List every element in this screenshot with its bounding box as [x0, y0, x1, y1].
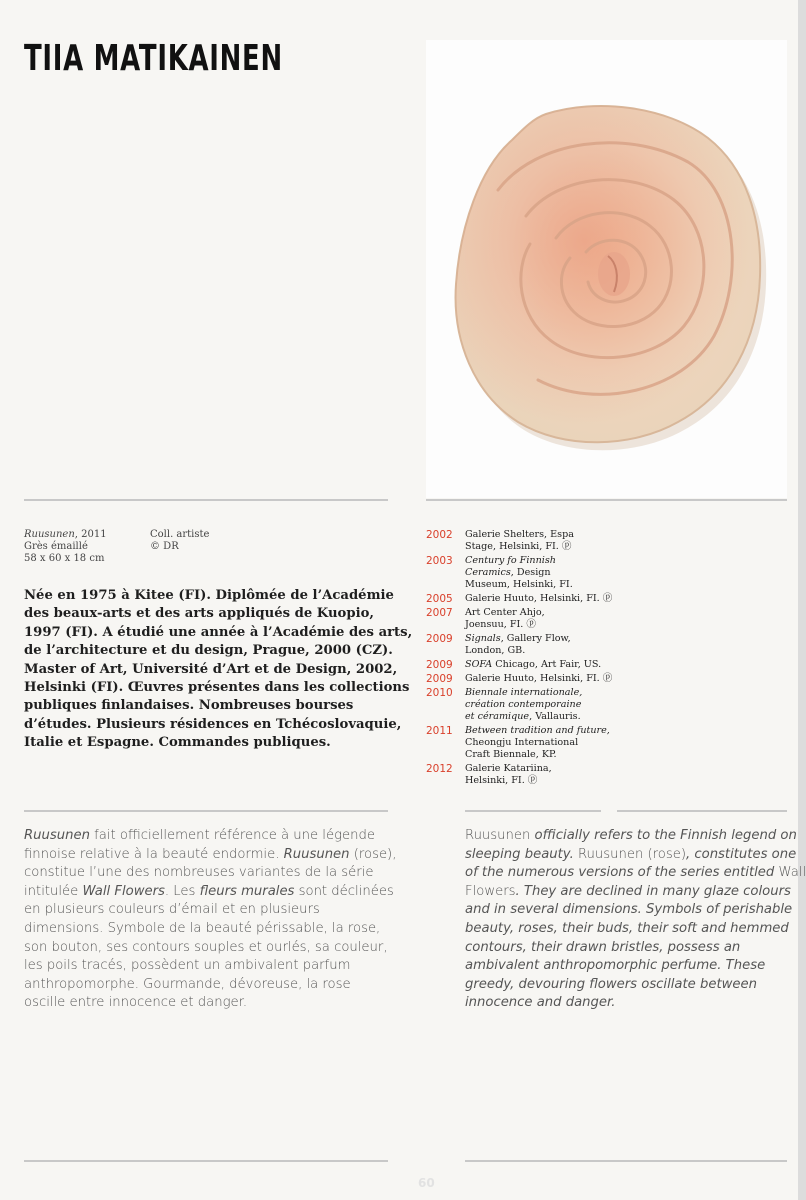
paragraph-text: beauty, roses, their buds, their soft and hemmed [465, 920, 789, 936]
exhibition-description [465, 659, 601, 671]
exhibition-line [465, 659, 601, 671]
paragraph-text: (rose), [349, 846, 397, 862]
exhibition-text: Craft Biennale, KP. [465, 749, 557, 760]
bio-line: d’études. Plusieurs résidences en Tchécoslovaquie, [24, 716, 402, 732]
paragraph-text: Flowers [465, 883, 516, 899]
exhibition-text: Chicago, Art Fair, US. [492, 659, 602, 670]
exhibition-year: 2005 [426, 593, 453, 605]
paragraph-line [465, 920, 789, 939]
bio-line: des beaux-arts et des arts appliqués de Kuopio, [24, 606, 374, 622]
paragraph-line [465, 864, 806, 883]
artwork-caption [24, 529, 107, 565]
exhibition-description [465, 593, 612, 605]
paragraph-line [465, 883, 791, 902]
exhibition-year: 2003 [426, 555, 453, 567]
exhibition-text: Galerie Huuto, Helsinki, FI. ⓟ [465, 673, 613, 684]
divider-mid-right-b [617, 810, 787, 812]
exhibition-line [465, 725, 610, 737]
page-edge [798, 0, 806, 1200]
artist-biography [24, 587, 413, 753]
paragraph-text: sont déclinées [294, 883, 394, 899]
exhibition-text: Galerie Shelters, Espa [465, 529, 574, 540]
paragraph-text: ambivalent anthropomorphic perfume. These [465, 958, 766, 974]
exhibition-text: Museum, Helsinki, FI. [465, 579, 573, 590]
exhibition-description [465, 555, 573, 591]
paragraph-text: son bouton, ses contours souples et ourlés, sa couleur, [24, 939, 388, 955]
paragraph-line [465, 846, 797, 865]
exhibition-entry [426, 687, 786, 723]
exhibition-text: Galerie Huuto, Helsinki, FI. ⓟ [465, 593, 613, 604]
paragraph-text: contours, their drawn bristles, possess an [465, 939, 741, 955]
paragraph-text: finnoise relative à la beauté endormie. [24, 846, 284, 862]
artwork-material: Grès émaillé [24, 541, 88, 552]
paragraph-line [24, 957, 394, 976]
exhibition-text: Cheongju International [465, 737, 579, 748]
bio-line: de l’architecture et du design, Prague, 2000 (CZ). [24, 643, 393, 659]
exhibition-text: Galerie Katariina, [465, 763, 552, 774]
exhibition-text: et céramique [465, 711, 530, 722]
description-french [24, 827, 397, 1013]
exhibition-line [465, 763, 552, 775]
exhibition-line [465, 699, 582, 711]
exhibition-text: Joensuu, FI. ⓟ [465, 619, 536, 630]
artwork-collection: Coll. artiste [150, 529, 210, 540]
exhibition-text: Century fo Finnish [465, 555, 556, 566]
paragraph-line [24, 920, 394, 939]
paragraph-text: innocence and danger. [465, 995, 616, 1011]
exhibition-text: création contemporaine [465, 699, 582, 710]
ceramic-rose-image [426, 40, 787, 498]
bio-line: Helsinki (FI). Œuvres présentes dans les collections [24, 680, 410, 696]
paragraph-line [24, 901, 394, 920]
exhibition-year: 2009 [426, 633, 453, 645]
paragraph-line [24, 976, 394, 995]
exhibition-line [465, 775, 552, 787]
paragraph-text: . Les [164, 883, 200, 899]
paragraph-line [24, 846, 397, 865]
exhibition-entry [426, 529, 786, 553]
exhibition-description [465, 673, 612, 685]
artwork-dimensions: 58 x 60 x 18 cm [24, 553, 105, 564]
bio-line: publiques finlandaises. Nombreuses bourses [24, 698, 354, 714]
exhibition-entry [426, 593, 786, 605]
exhibition-year: 2009 [426, 659, 453, 671]
divider-top-right [426, 499, 787, 501]
paragraph-text: Wall [778, 865, 806, 881]
exhibition-line [465, 567, 573, 579]
paragraph-text: anthropomorphe. Gourmande, dévoreuse, la rose [24, 976, 351, 992]
page-number: 60 [418, 1176, 435, 1190]
exhibition-text: Ceramics [465, 567, 511, 578]
artist-name: TIIA MATIKAINEN [24, 38, 283, 79]
paragraph-text: dimensions. Symbole de la beauté périssable, la rose, [24, 920, 381, 936]
exhibition-line [465, 579, 573, 591]
exhibition-text: Stage, Helsinki, FI. ⓟ [465, 541, 572, 552]
exhibition-description [465, 633, 571, 657]
exhibition-line [465, 673, 612, 685]
photo-credit: © DR [150, 541, 179, 552]
bio-line: 1997 (FI). A étudié une année à l’Académie des arts, [24, 624, 413, 640]
exhibition-year: 2002 [426, 529, 453, 541]
artwork-photo [426, 40, 787, 498]
exhibition-text: , Gallery Flow, [500, 633, 571, 644]
exhibition-year: 2011 [426, 725, 453, 737]
paragraph-text: Ruusunen [24, 828, 90, 843]
paragraph-text: les poils tracés, possèdent un ambivalent parfum [24, 958, 351, 974]
divider-bottom-left [24, 1160, 388, 1162]
bio-line: Italie et Espagne. Commandes publiques. [24, 735, 331, 751]
exhibition-line [465, 619, 545, 631]
exhibition-line [465, 645, 571, 657]
exhibition-year: 2012 [426, 763, 453, 775]
paragraph-text: officially refers to the Finnish legend on [530, 828, 797, 843]
exhibition-line [465, 529, 574, 541]
divider-bottom-right [465, 1160, 787, 1162]
paragraph-line [465, 994, 785, 1013]
exhibition-text: SOFA [465, 659, 493, 670]
bio-line: Née en 1975 à Kitee (FI). Diplômée de l’Académie [24, 588, 394, 603]
artwork-title: Ruusunen [24, 529, 75, 540]
paragraph-line [465, 939, 785, 958]
artwork-year: , 2011 [74, 529, 107, 540]
exhibition-line [465, 607, 545, 619]
paragraph-text: greedy, devouring flowers oscillate between [465, 976, 758, 992]
exhibition-text: Biennale internationale, [465, 687, 583, 698]
paragraph-text: . They are declined in many glaze colours [515, 883, 791, 899]
paragraph-text: , constitutes one [686, 846, 797, 862]
exhibition-description [465, 763, 552, 787]
exhibition-entry [426, 763, 786, 787]
paragraph-text: fleurs murales [199, 883, 295, 899]
exhibition-entry [426, 659, 786, 671]
paragraph-text: constitue l’une des nombreuses variantes de la série [24, 865, 374, 881]
paragraph-text: oscille entre innocence et danger. [24, 995, 248, 1011]
exhibition-year: 2009 [426, 673, 453, 685]
paragraph-line [465, 827, 797, 846]
exhibition-entry [426, 725, 786, 761]
paragraph-line [465, 957, 785, 976]
exhibition-text: Signals [465, 633, 501, 644]
paragraph-text: and in several dimensions. Symbols of perishable [465, 902, 793, 918]
paragraph-text: Ruusunen [465, 828, 531, 843]
exhibition-year: 2007 [426, 607, 453, 619]
exhibition-description [465, 529, 574, 553]
exhibition-text: London, GB. [465, 645, 526, 656]
paragraph-text: fait officiellement référence à une légende [89, 828, 375, 843]
exhibition-text: Art Center Ahjo, [465, 607, 545, 618]
paragraph-text: Ruusunen [283, 846, 350, 862]
exhibition-line [465, 555, 573, 567]
exhibition-line [465, 749, 610, 761]
exhibition-timeline [426, 529, 786, 789]
description-english [465, 827, 806, 1013]
paragraph-line [24, 883, 394, 902]
exhibition-line [465, 633, 571, 645]
exhibition-line [465, 711, 582, 723]
paragraph-line [24, 864, 394, 883]
exhibition-entry [426, 607, 786, 631]
paragraph-line [24, 939, 394, 958]
paragraph-text: sleeping beauty. [465, 846, 578, 862]
paragraph-text: Wall Flowers [82, 883, 165, 899]
exhibition-text: Helsinki, FI. ⓟ [465, 775, 538, 786]
divider-mid-left [24, 810, 388, 812]
exhibition-entry [426, 555, 786, 591]
paragraph-line [465, 901, 793, 920]
paragraph-text: Ruusunen (rose) [577, 846, 686, 862]
exhibition-description [465, 687, 582, 723]
paragraph-line [24, 994, 394, 1013]
exhibition-text: Between tradition and future, [465, 725, 610, 736]
bio-line: Master of Art, Université d’Art et de Design, 2002, [24, 661, 398, 677]
exhibition-entry [426, 633, 786, 657]
exhibition-line [465, 541, 574, 553]
exhibition-entry [426, 673, 786, 685]
exhibition-line [465, 593, 612, 605]
divider-mid-right-a [465, 810, 601, 812]
exhibition-description [465, 607, 545, 631]
artwork-credits [150, 529, 209, 553]
divider-top-left [24, 499, 388, 501]
exhibition-line [465, 737, 610, 749]
exhibition-line [465, 687, 582, 699]
paragraph-text: en plusieurs couleurs d’émail et en plusieurs [24, 902, 320, 918]
paragraph-line [465, 976, 785, 995]
paragraph-text: intitulée [24, 883, 83, 899]
exhibition-year: 2010 [426, 687, 453, 699]
exhibition-text: , Vallauris. [529, 711, 581, 722]
paragraph-text: of the numerous versions of the series entitled [465, 865, 779, 881]
exhibition-text: , Design [510, 567, 551, 578]
paragraph-line [24, 827, 394, 846]
exhibition-description [465, 725, 610, 761]
